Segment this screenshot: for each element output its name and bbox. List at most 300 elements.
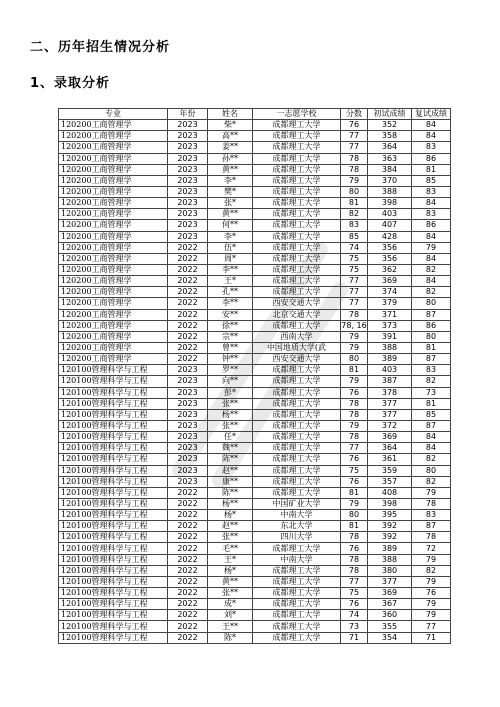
cell-year: 2022	[168, 632, 208, 643]
cell-major: 120200工商管理学	[59, 164, 168, 175]
cell-score: 75	[341, 465, 368, 476]
cell-major: 120100管理科学与工程	[59, 432, 168, 443]
table-row	[59, 521, 451, 532]
cell-name: 钟**	[208, 354, 253, 365]
cell-name: 李**	[208, 264, 253, 275]
cell-school: 成都理工大学	[253, 153, 341, 164]
table-row	[59, 276, 451, 287]
cell-retest: 79	[412, 242, 451, 253]
cell-year: 2022	[168, 309, 208, 320]
cell-name: 黄**	[208, 209, 253, 220]
cell-retest: 81	[412, 342, 451, 353]
cell-score: 79	[341, 175, 368, 186]
cell-school: 成都理工大学	[253, 420, 341, 431]
cell-major: 120200工商管理学	[59, 231, 168, 242]
cell-initial-exam: 361	[368, 454, 412, 465]
cell-retest: 83	[412, 510, 451, 521]
cell-year: 2023	[168, 175, 208, 186]
cell-year: 2023	[168, 365, 208, 376]
cell-retest: 79	[412, 487, 451, 498]
cell-retest: 80	[412, 331, 451, 342]
cell-initial-exam: 428	[368, 231, 412, 242]
cell-score: 77	[341, 131, 368, 142]
cell-year: 2022	[168, 599, 208, 610]
cell-initial-exam: 384	[368, 164, 412, 175]
header-school: 一志愿学校	[253, 109, 341, 120]
cell-name: 柴*	[208, 120, 253, 131]
cell-initial-exam: 388	[368, 186, 412, 197]
cell-year: 2022	[168, 320, 208, 331]
cell-school: 中南大学	[253, 554, 341, 565]
table-row	[59, 253, 451, 264]
table-row	[59, 120, 451, 131]
cell-initial-exam: 391	[368, 331, 412, 342]
table-row	[59, 175, 451, 186]
cell-initial-exam: 369	[368, 276, 412, 287]
cell-retest: 80	[412, 298, 451, 309]
cell-score: 78	[341, 309, 368, 320]
cell-score: 75	[341, 253, 368, 264]
cell-retest: 86	[412, 320, 451, 331]
cell-school: 成都理工大学	[253, 576, 341, 587]
table-row	[59, 153, 451, 164]
cell-major: 120200工商管理学	[59, 142, 168, 153]
cell-school: 成都理工大学	[253, 610, 341, 621]
cell-retest: 76	[412, 588, 451, 599]
cell-retest: 85	[412, 409, 451, 420]
cell-initial-exam: 395	[368, 510, 412, 521]
cell-initial-exam: 357	[368, 476, 412, 487]
cell-year: 2023	[168, 231, 208, 242]
cell-name: 张**	[208, 588, 253, 599]
cell-school: 成都理工大学	[253, 588, 341, 599]
table-row	[59, 331, 451, 342]
cell-major: 120100管理科学与工程	[59, 610, 168, 621]
cell-initial-exam: 372	[368, 420, 412, 431]
table-row	[59, 510, 451, 521]
cell-major: 120100管理科学与工程	[59, 443, 168, 454]
cell-school: 成都理工大学	[253, 264, 341, 275]
table-row	[59, 242, 451, 253]
cell-school: 成都理工大学	[253, 120, 341, 131]
cell-initial-exam: 408	[368, 487, 412, 498]
cell-major: 120100管理科学与工程	[59, 498, 168, 509]
cell-retest: 84	[412, 231, 451, 242]
table-row	[59, 142, 451, 153]
cell-retest: 82	[412, 476, 451, 487]
cell-school: 成都理工大学	[253, 231, 341, 242]
cell-retest: 72	[412, 543, 451, 554]
table-row	[59, 498, 451, 509]
cell-major: 120100管理科学与工程	[59, 476, 168, 487]
table-row	[59, 409, 451, 420]
table-row	[59, 432, 451, 443]
cell-retest: 84	[412, 198, 451, 209]
cell-year: 2023	[168, 209, 208, 220]
cell-year: 2022	[168, 588, 208, 599]
table-header-row	[59, 109, 451, 120]
cell-name: 徐**	[208, 320, 253, 331]
cell-initial-exam: 355	[368, 621, 412, 632]
cell-school: 成都理工大学	[253, 242, 341, 253]
cell-major: 120100管理科学与工程	[59, 398, 168, 409]
cell-year: 2022	[168, 565, 208, 576]
cell-name: 魏**	[208, 443, 253, 454]
cell-major: 120100管理科学与工程	[59, 632, 168, 643]
cell-year: 2023	[168, 420, 208, 431]
cell-major: 120200工商管理学	[59, 342, 168, 353]
cell-major: 120200工商管理学	[59, 276, 168, 287]
cell-score: 79	[341, 498, 368, 509]
table-row	[59, 476, 451, 487]
cell-major: 120200工商管理学	[59, 120, 168, 131]
table-row	[59, 231, 451, 242]
cell-year: 2022	[168, 521, 208, 532]
cell-school: 成都理工大学	[253, 376, 341, 387]
cell-year: 2023	[168, 398, 208, 409]
table-row	[59, 164, 451, 175]
cell-year: 2022	[168, 264, 208, 275]
cell-retest: 73	[412, 387, 451, 398]
cell-score: 76	[341, 120, 368, 131]
cell-school: 成都理工大学	[253, 621, 341, 632]
cell-school: 西安交通大学	[253, 298, 341, 309]
cell-score: 79	[341, 376, 368, 387]
cell-score: 83	[341, 220, 368, 231]
cell-school: 成都理工大学	[253, 565, 341, 576]
cell-retest: 83	[412, 365, 451, 376]
cell-year: 2023	[168, 465, 208, 476]
cell-initial-exam: 352	[368, 120, 412, 131]
cell-retest: 71	[412, 632, 451, 643]
cell-name: 成*	[208, 599, 253, 610]
table-row	[59, 420, 451, 431]
cell-initial-exam: 370	[368, 175, 412, 186]
cell-initial-exam: 369	[368, 588, 412, 599]
table-row	[59, 387, 451, 398]
cell-major: 120100管理科学与工程	[59, 365, 168, 376]
cell-school: 成都理工大学	[253, 365, 341, 376]
cell-major: 120200工商管理学	[59, 220, 168, 231]
cell-school: 成都理工大学	[253, 287, 341, 298]
cell-name: 赵**	[208, 521, 253, 532]
cell-score: 76	[341, 599, 368, 610]
cell-score: 74	[341, 242, 368, 253]
cell-score: 75	[341, 588, 368, 599]
cell-year: 2022	[168, 253, 208, 264]
cell-year: 2023	[168, 409, 208, 420]
cell-year: 2023	[168, 164, 208, 175]
cell-initial-exam: 367	[368, 599, 412, 610]
cell-year: 2023	[168, 220, 208, 231]
cell-major: 120200工商管理学	[59, 298, 168, 309]
cell-name: 张**	[208, 398, 253, 409]
cell-major: 120100管理科学与工程	[59, 420, 168, 431]
cell-retest: 82	[412, 287, 451, 298]
cell-name: 杨*	[208, 565, 253, 576]
cell-year: 2023	[168, 120, 208, 131]
cell-initial-exam: 378	[368, 387, 412, 398]
cell-name: 伍*	[208, 242, 253, 253]
cell-name: 杨**	[208, 498, 253, 509]
admission-table-container	[58, 108, 451, 644]
cell-name: 张*	[208, 198, 253, 209]
cell-score: 78	[341, 409, 368, 420]
cell-score: 78	[341, 432, 368, 443]
cell-name: 黄**	[208, 576, 253, 587]
cell-initial-exam: 392	[368, 532, 412, 543]
table-row	[59, 220, 451, 231]
cell-initial-exam: 369	[368, 432, 412, 443]
cell-name: 安**	[208, 309, 253, 320]
table-row	[59, 398, 451, 409]
cell-initial-exam: 362	[368, 264, 412, 275]
cell-school: 成都理工大学	[253, 487, 341, 498]
cell-retest: 77	[412, 621, 451, 632]
cell-score: 73	[341, 621, 368, 632]
cell-score: 81	[341, 365, 368, 376]
cell-score: 77	[341, 576, 368, 587]
cell-score: 76	[341, 543, 368, 554]
cell-year: 2022	[168, 610, 208, 621]
cell-school: 成都理工大学	[253, 387, 341, 398]
cell-initial-exam: 359	[368, 465, 412, 476]
cell-major: 120200工商管理学	[59, 131, 168, 142]
table-row	[59, 320, 451, 331]
cell-school: 成都理工大学	[253, 320, 341, 331]
cell-year: 2023	[168, 432, 208, 443]
cell-score: 78	[341, 153, 368, 164]
cell-initial-exam: 377	[368, 409, 412, 420]
cell-initial-exam: 377	[368, 576, 412, 587]
cell-name: 刘*	[208, 610, 253, 621]
cell-initial-exam: 356	[368, 253, 412, 264]
cell-name: 陈*	[208, 632, 253, 643]
cell-retest: 82	[412, 376, 451, 387]
header-initial-exam: 初试成绩	[368, 109, 412, 120]
cell-retest: 79	[412, 554, 451, 565]
cell-initial-exam: 377	[368, 398, 412, 409]
table-row	[59, 443, 451, 454]
cell-retest: 84	[412, 253, 451, 264]
cell-name: 王*	[208, 276, 253, 287]
cell-retest: 84	[412, 443, 451, 454]
cell-major: 120100管理科学与工程	[59, 376, 168, 387]
cell-year: 2023	[168, 198, 208, 209]
cell-major: 120100管理科学与工程	[59, 387, 168, 398]
cell-major: 120200工商管理学	[59, 354, 168, 365]
cell-name: 孙**	[208, 153, 253, 164]
cell-year: 2022	[168, 331, 208, 342]
cell-initial-exam: 373	[368, 320, 412, 331]
cell-retest: 84	[412, 432, 451, 443]
cell-major: 120100管理科学与工程	[59, 599, 168, 610]
cell-score: 76	[341, 454, 368, 465]
cell-score: 74	[341, 610, 368, 621]
table-row	[59, 309, 451, 320]
cell-name: 曾**	[208, 342, 253, 353]
cell-score: 79	[341, 420, 368, 431]
cell-initial-exam: 354	[368, 632, 412, 643]
cell-school: 中南大学	[253, 510, 341, 521]
table-row	[59, 487, 451, 498]
cell-initial-exam: 389	[368, 354, 412, 365]
cell-school: 成都理工大学	[253, 220, 341, 231]
cell-major: 120200工商管理学	[59, 175, 168, 186]
cell-school: 中国矿业大学	[253, 498, 341, 509]
cell-school: 成都理工大学	[253, 599, 341, 610]
cell-major: 120100管理科学与工程	[59, 554, 168, 565]
cell-school: 成都理工大学	[253, 142, 341, 153]
cell-year: 2023	[168, 153, 208, 164]
subsection-heading: 1、录取分析	[30, 76, 111, 91]
cell-name: 赵**	[208, 465, 253, 476]
cell-year: 2023	[168, 387, 208, 398]
cell-score: 78	[341, 554, 368, 565]
cell-score: 77	[341, 142, 368, 153]
cell-retest: 87	[412, 521, 451, 532]
cell-score: 75	[341, 264, 368, 275]
cell-name: 王*	[208, 554, 253, 565]
cell-major: 120200工商管理学	[59, 153, 168, 164]
cell-name: 彭*	[208, 387, 253, 398]
cell-major: 120200工商管理学	[59, 264, 168, 275]
cell-name: 杨*	[208, 510, 253, 521]
cell-name: 李*	[208, 231, 253, 242]
cell-year: 2023	[168, 376, 208, 387]
table-row	[59, 465, 451, 476]
cell-year: 2023	[168, 476, 208, 487]
cell-major: 120100管理科学与工程	[59, 465, 168, 476]
table-row	[59, 298, 451, 309]
cell-initial-exam: 358	[368, 131, 412, 142]
header-retest: 复试成绩	[412, 109, 451, 120]
cell-score: 77	[341, 443, 368, 454]
cell-name: 陈**	[208, 487, 253, 498]
table-row	[59, 354, 451, 365]
cell-score: 78, 16	[341, 320, 367, 330]
cell-initial-exam: 374	[368, 287, 412, 298]
cell-school: 成都理工大学	[253, 632, 341, 643]
cell-score: 81	[341, 521, 368, 532]
cell-year: 2022	[168, 498, 208, 509]
cell-school: 中国地质大学(武	[253, 342, 341, 353]
table-row	[59, 209, 451, 220]
cell-year: 2022	[168, 576, 208, 587]
cell-major: 120100管理科学与工程	[59, 543, 168, 554]
cell-initial-exam: 380	[368, 565, 412, 576]
table-row	[59, 376, 451, 387]
table-row	[59, 198, 451, 209]
cell-retest: 82	[412, 264, 451, 275]
cell-score: 77	[341, 276, 368, 287]
cell-school: 成都理工大学	[253, 131, 341, 142]
cell-retest: 87	[412, 309, 451, 320]
cell-name: 何**	[208, 220, 253, 231]
cell-retest: 78	[412, 532, 451, 543]
cell-initial-exam: 363	[368, 153, 412, 164]
cell-initial-exam: 388	[368, 342, 412, 353]
table-row	[59, 342, 451, 353]
table-row	[59, 588, 451, 599]
cell-retest: 81	[412, 164, 451, 175]
cell-score: 80	[341, 510, 368, 521]
table-row	[59, 632, 451, 643]
cell-school: 成都理工大学	[253, 476, 341, 487]
table-row	[59, 599, 451, 610]
section-heading: 二、历年招生情况分析	[30, 40, 171, 55]
cell-score: 76	[341, 476, 368, 487]
table-row	[59, 287, 451, 298]
cell-school: 成都理工大学	[253, 198, 341, 209]
cell-name: 杨**	[208, 409, 253, 420]
cell-major: 120100管理科学与工程	[59, 487, 168, 498]
cell-initial-exam: 364	[368, 443, 412, 454]
cell-major: 120200工商管理学	[59, 331, 168, 342]
table-row	[59, 621, 451, 632]
cell-retest: 83	[412, 186, 451, 197]
cell-initial-exam: 356	[368, 242, 412, 253]
cell-year: 2022	[168, 532, 208, 543]
cell-school: 成都理工大学	[253, 543, 341, 554]
cell-major: 120100管理科学与工程	[59, 409, 168, 420]
cell-initial-exam: 387	[368, 376, 412, 387]
cell-retest: 79	[412, 599, 451, 610]
cell-school: 成都理工大学	[253, 164, 341, 175]
cell-major: 120100管理科学与工程	[59, 532, 168, 543]
cell-major: 120100管理科学与工程	[59, 521, 168, 532]
cell-school: 成都理工大学	[253, 443, 341, 454]
cell-retest: 82	[412, 565, 451, 576]
table-row	[59, 610, 451, 621]
table-row	[59, 131, 451, 142]
cell-year: 2022	[168, 354, 208, 365]
cell-initial-exam: 392	[368, 521, 412, 532]
cell-score: 81	[341, 487, 368, 498]
cell-retest: 79	[412, 576, 451, 587]
table-row	[59, 365, 451, 376]
cell-school: 四川大学	[253, 532, 341, 543]
cell-score: 82	[341, 209, 368, 220]
cell-name: 樊*	[208, 186, 253, 197]
cell-retest: 86	[412, 153, 451, 164]
cell-school: 成都理工大学	[253, 465, 341, 476]
cell-major: 120200工商管理学	[59, 253, 168, 264]
cell-initial-exam: 398	[368, 498, 412, 509]
cell-initial-exam: 371	[368, 309, 412, 320]
cell-year: 2022	[168, 242, 208, 253]
cell-name: 周*	[208, 253, 253, 264]
cell-school: 成都理工大学	[253, 276, 341, 287]
cell-major: 120200工商管理学	[59, 320, 168, 331]
cell-name: 向**	[208, 376, 253, 387]
cell-score: 71	[341, 632, 368, 643]
cell-major: 120100管理科学与工程	[59, 454, 168, 465]
cell-name: 罗**	[208, 365, 253, 376]
cell-initial-exam: 364	[368, 142, 412, 153]
cell-school: 成都理工大学	[253, 454, 341, 465]
cell-initial-exam: 398	[368, 198, 412, 209]
cell-retest: 85	[412, 175, 451, 186]
cell-year: 2022	[168, 487, 208, 498]
cell-retest: 84	[412, 131, 451, 142]
header-year: 年份	[168, 109, 208, 120]
table-row	[59, 543, 451, 554]
cell-name: 王**	[208, 621, 253, 632]
cell-retest: 78	[412, 498, 451, 509]
cell-school: 成都理工大学	[253, 398, 341, 409]
cell-school: 成都理工大学	[253, 209, 341, 220]
